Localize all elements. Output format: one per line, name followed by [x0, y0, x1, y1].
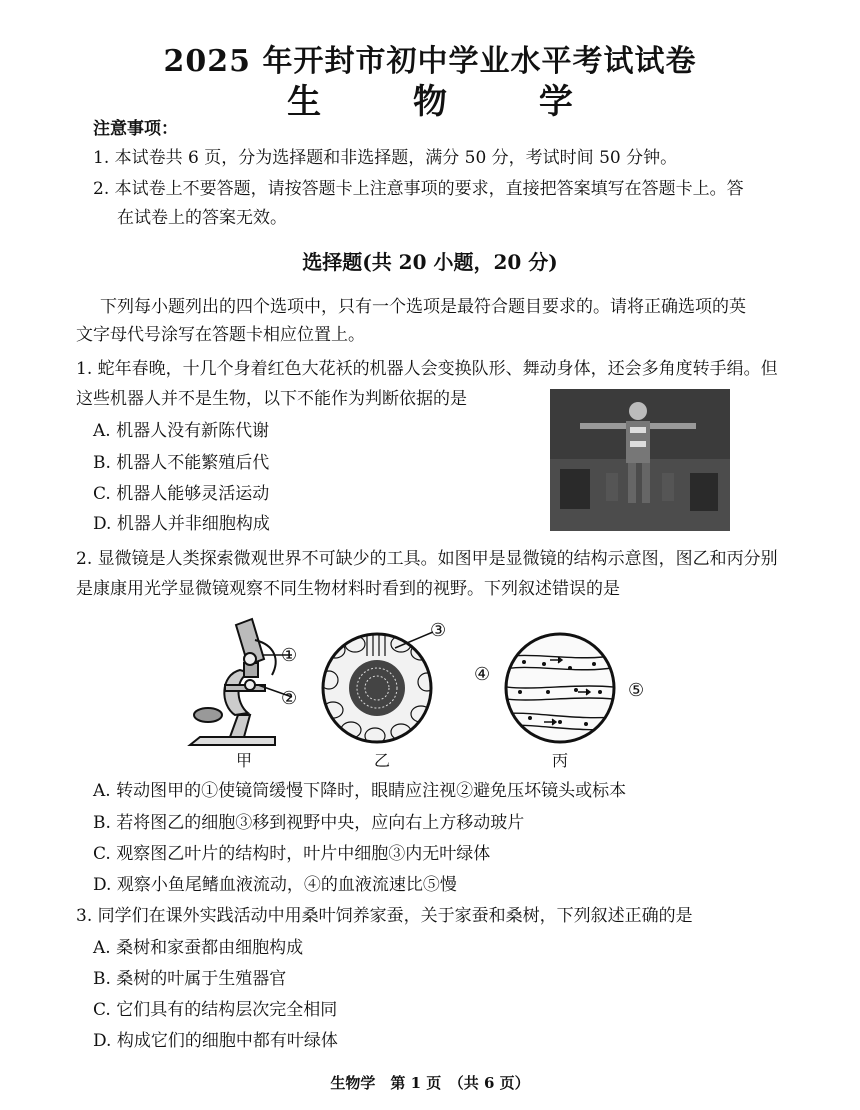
- question-2-option-c: C. 观察图乙叶片的结构时，叶片中细胞③内无叶绿体: [93, 844, 491, 864]
- notice-item-1: 1. 本试卷共 6 页，分为选择题和非选择题，满分 50 分，考试时间 50 分钟。: [93, 148, 678, 168]
- question-3-option-c: C. 它们具有的结构层次完全相同: [93, 1000, 338, 1020]
- notice-item-2-line-2: 在试卷上的答案无效。: [117, 208, 287, 228]
- question-3-stem: 3. 同学们在课外实践活动中用桑叶饲养家蚕，关于家蚕和桑树，下列叙述正确的是: [76, 906, 693, 926]
- marker-3: ③: [430, 620, 447, 641]
- robot-performance-photo: [550, 389, 730, 531]
- notice-heading: 注意事项：: [93, 119, 178, 139]
- question-1-option-c: C. 机器人能够灵活运动: [93, 484, 270, 504]
- question-1-option-a: A. 机器人没有新陈代谢: [93, 421, 270, 441]
- question-1-option-d: D. 机器人并非细胞构成: [93, 514, 270, 534]
- microscope-diagram: [180, 615, 310, 755]
- question-1-stem-line-1: 1. 蛇年春晚，十几个身着红色大花袄的机器人会变换队形、舞动身体，还会多角度转手绢。但: [76, 359, 778, 379]
- question-1-stem-line-2: 这些机器人并不是生物，以下不能作为判断依据的是: [76, 389, 467, 409]
- question-3-option-b: B. 桑树的叶属于生殖器官: [93, 969, 287, 989]
- page-footer: 生物学 第 1 页 （共 6 页）: [330, 1074, 530, 1092]
- exam-title: 2025 年开封市初中学业水平考试试卷: [163, 44, 697, 79]
- marker-2: ②: [281, 688, 298, 709]
- marker-5: ⑤: [628, 680, 645, 701]
- section-title: 选择题(共 20 小题，20 分): [302, 250, 558, 274]
- question-2-stem-line-2: 是康康用光学显微镜观察不同生物材料时看到的视野。下列叙述错误的是: [76, 579, 620, 599]
- section-instruction-line-1: 下列每小题列出的四个选项中，只有一个选项是最符合题目要求的。请将正确选项的英: [100, 297, 746, 317]
- question-2-option-d: D. 观察小鱼尾鳍血液流动，④的血液流速比⑤慢: [93, 875, 457, 895]
- figure-label-yi: 乙: [374, 751, 391, 770]
- section-instruction-line-2: 文字母代号涂写在答题卡相应位置上。: [76, 325, 365, 345]
- blood-flow-diagram: [490, 630, 630, 745]
- robot-photo-drawing: [550, 389, 730, 531]
- question-2-option-b: B. 若将图乙的细胞③移到视野中央，应向右上方移动玻片: [93, 813, 525, 833]
- marker-4: ④: [474, 664, 491, 685]
- marker-1: ①: [281, 645, 298, 666]
- figure-label-bing: 丙: [552, 751, 569, 770]
- question-2-option-a: A. 转动图甲的①使镜筒缓慢下降时，眼睛应注视②避免压坏镜头或标本: [93, 781, 627, 801]
- question-3-option-a: A. 桑树和家蚕都由细胞构成: [93, 938, 304, 958]
- question-1-option-b: B. 机器人不能繁殖后代: [93, 453, 270, 473]
- subject-title: 生 物 学: [287, 82, 613, 122]
- question-2-stem-line-1: 2. 显微镜是人类探索微观世界不可缺少的工具。如图甲是显微镜的结构示意图，图乙和丙分别: [76, 549, 778, 569]
- notice-item-2-line-1: 2. 本试卷上不要答题，请按答题卡上注意事项的要求，直接把答案填写在答题卡上。答: [93, 179, 744, 199]
- leaf-cross-section-diagram: [315, 630, 445, 745]
- figure-label-jia: 甲: [236, 751, 253, 770]
- question-3-option-d: D. 构成它们的细胞中都有叶绿体: [93, 1031, 338, 1051]
